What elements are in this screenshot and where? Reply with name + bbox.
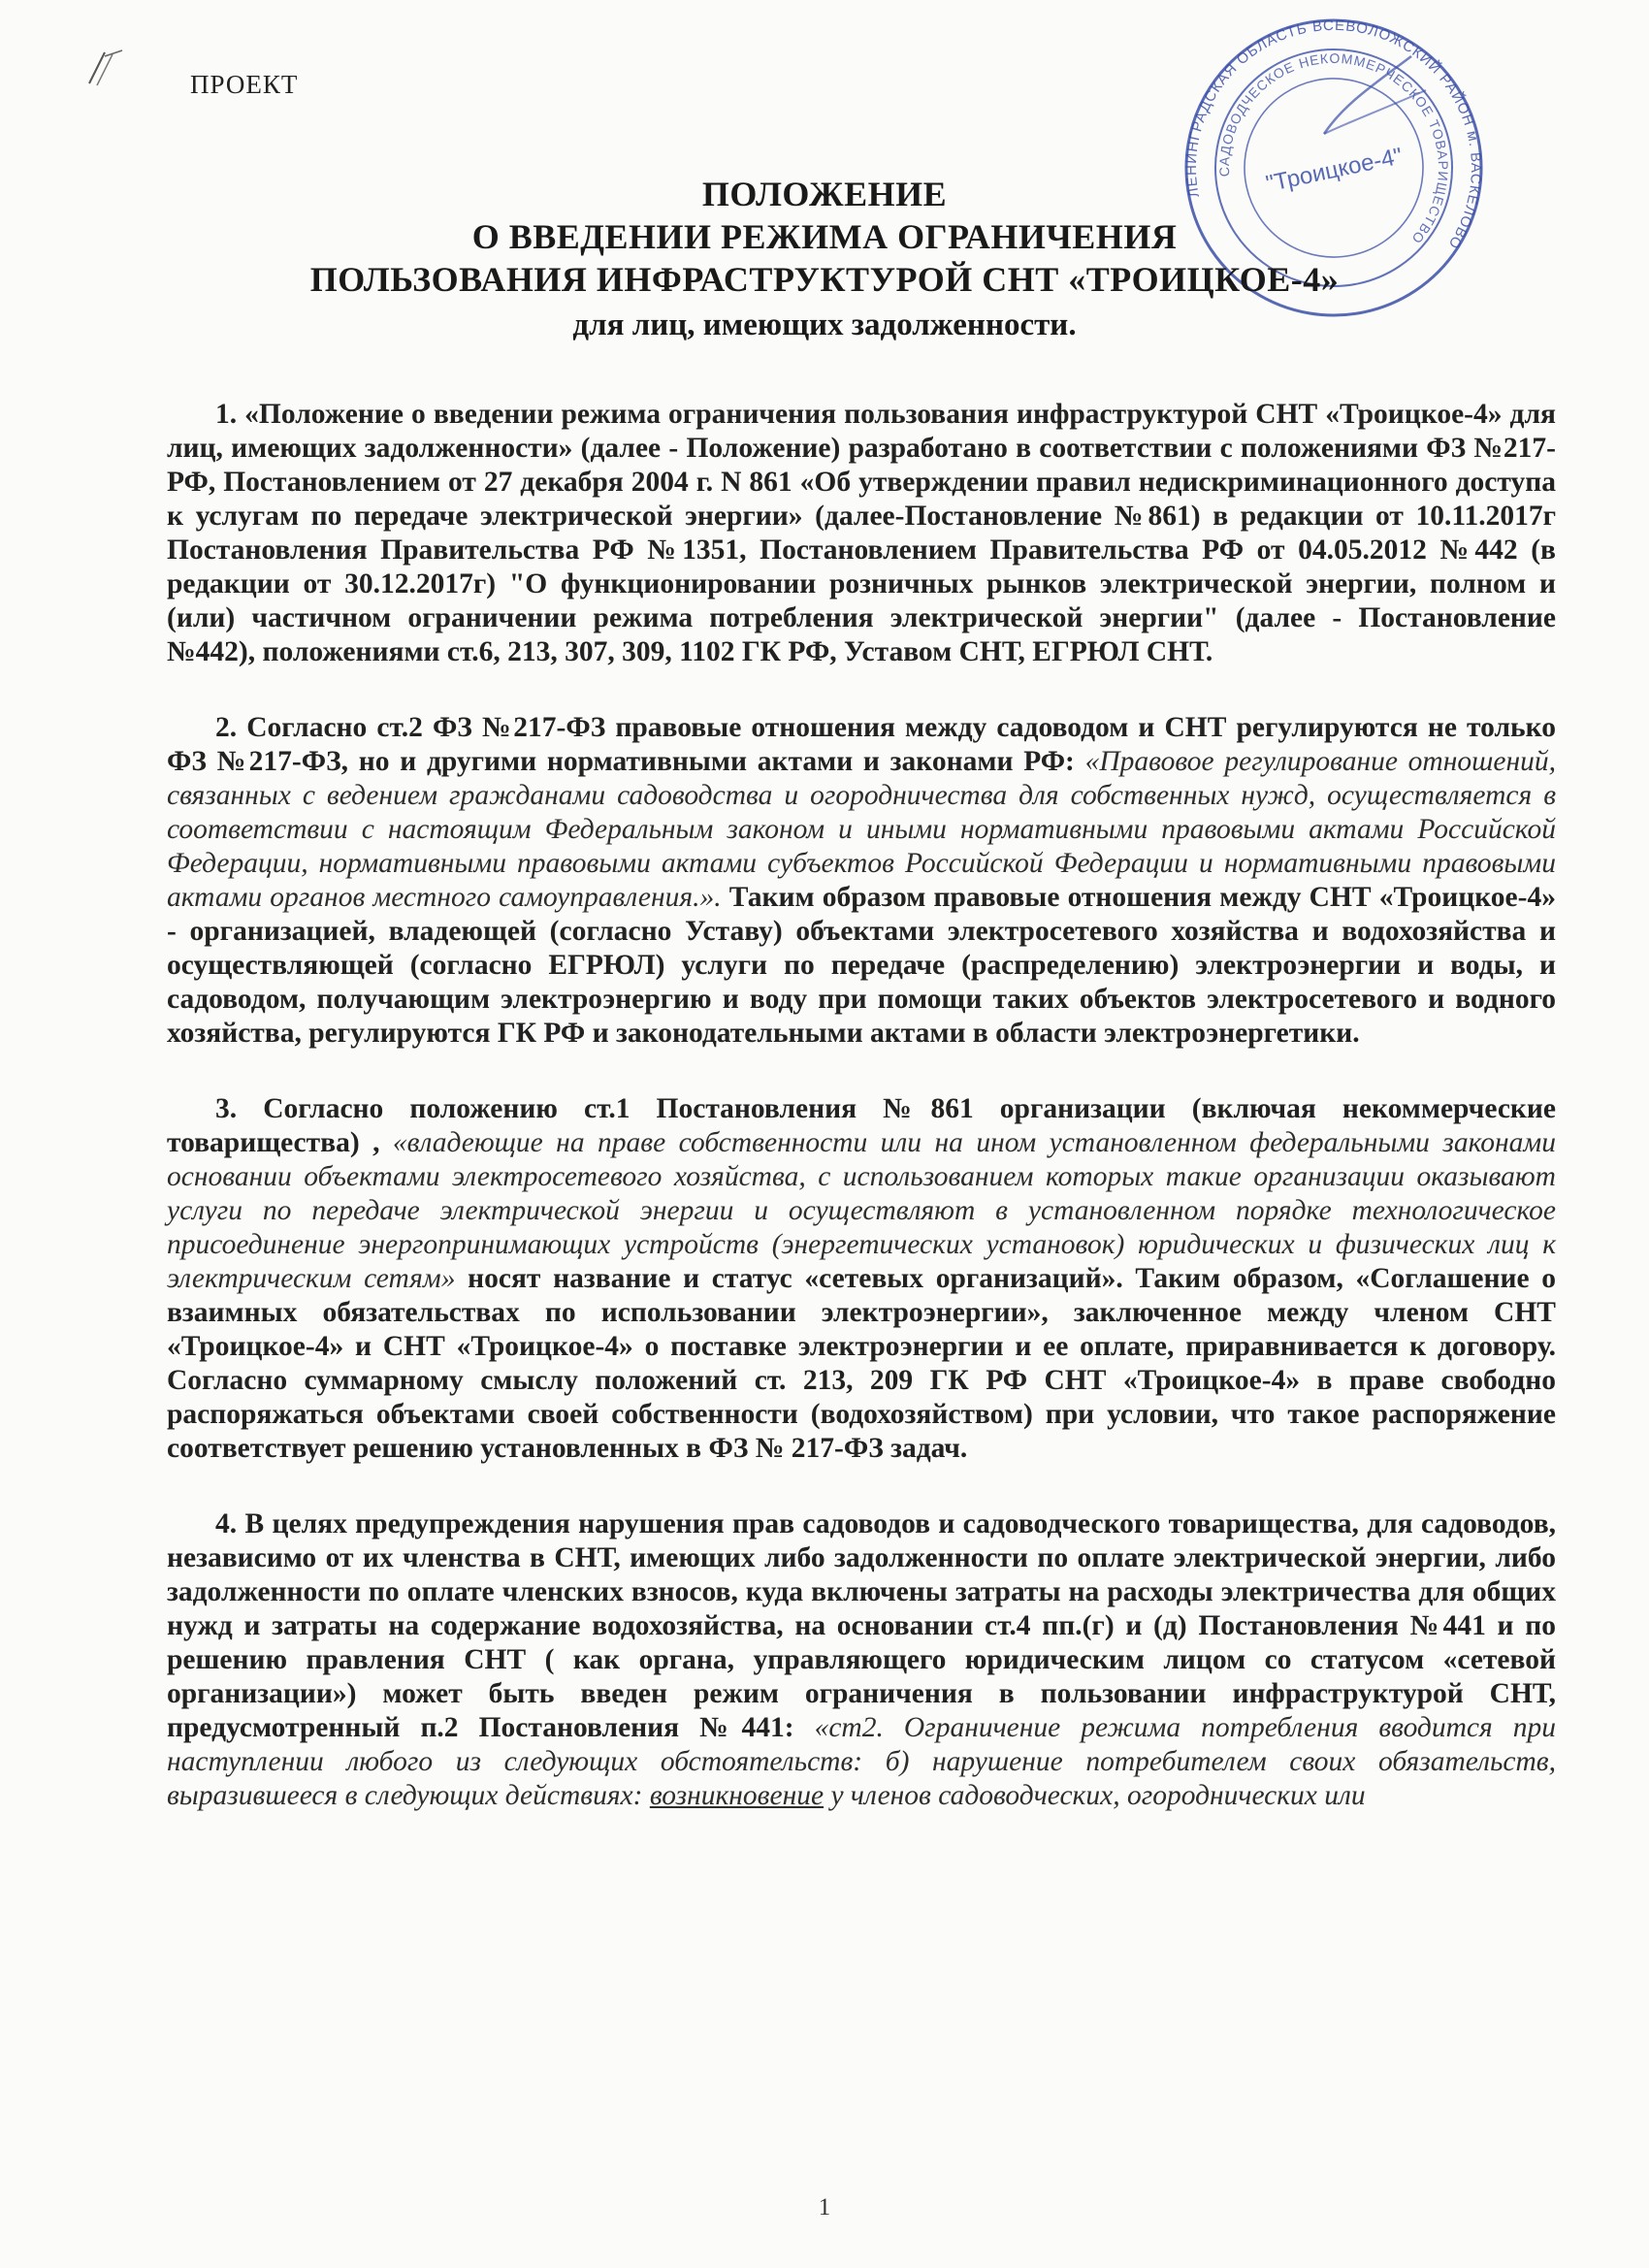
paragraph-2-conclusion: Таким образом правовые отношения между СНТ «Троицкое-4» - организацией, владеющей (согласно Уставу) объектами электросетевого хозяйства и водохозяйства и осуществляющей (согласно ЕГРЮЛ) услуги по передаче (распределению) электроэнергии и воды, и садоводом, получающим электроэнергию и воду при помощи таких объектов электросетевого и водного хозяйства, регулируются ГК РФ и законодательными актами в области электроэнергетики. xyxy=(167,882,1556,1049)
document-body xyxy=(167,398,1556,1813)
draft-label: ПРОЕКТ xyxy=(190,70,299,99)
paragraph-2-quote: «Правовое регулирование отношений, связанных с ведением гражданами садоводства и огородничества для собственных нужд, осуществляется в соответствии с настоящим Федеральным законом и иными нормативными правовыми актами Российской Федерации, нормативными правовыми актами субъектов Российской Федерации и нормативными правовыми актами органов местного самоуправления.». xyxy=(167,746,1556,913)
paragraph-3-lead: 3. Согласно положению ст.1 Постановления №861 организации (включая некоммерческие товарищества) , xyxy=(167,1093,1556,1158)
paragraph-2 xyxy=(167,711,1556,1051)
paragraph-3 xyxy=(167,1092,1556,1466)
page-number: 1 xyxy=(818,2194,831,2220)
title-line-1: ПОЛОЖЕНИЕ xyxy=(701,175,948,213)
title-subtitle: для лиц, имеющих задолженности. xyxy=(572,308,1077,342)
paragraph-4-quote-end: у членов садоводческих, огороднических или xyxy=(824,1780,1366,1811)
document-title xyxy=(194,173,1455,347)
handwritten-page-mark xyxy=(83,47,142,94)
svg-text:ЛЕНИНГРАДСКАЯ ОБЛАСТЬ ВСЕВОЛОЖ: ЛЕНИНГРАДСКАЯ ОБЛАСТЬ ВСЕВОЛОЖСКИЙ РАЙОН м. ВАСКЕЛОВО xyxy=(1182,17,1485,252)
paragraph-4-lead: 4. В целях предупреждения нарушения прав садоводов и садоводческого товарищества, для садоводов, независимо от их членства в СНТ, имеющих либо задолженности по оплате электрической энергии, либо задолженности по оплате членских взносов, куда включены затраты на расходы электричества для общих нужд и затраты на содержание водохозяйства, на основании ст.4 пп.(г) и (д) Постановления №441 и по решению правления СНТ ( как органа, управляющего юридическим лицом со статусом «сетевой организации») может быть введен режим ограничения в пользовании инфраструктурой СНТ, предусмотренный п.2 Постановления №441: xyxy=(167,1508,1556,1743)
title-line-3: ПОЛЬЗОВАНИЯ ИНФРАСТРУКТУРОЙ СНТ «ТРОИЦКОЕ-4» xyxy=(309,260,1340,299)
svg-text:"Троицкое-4": "Троицкое-4" xyxy=(1263,143,1406,198)
paragraph-4-quote: «ст2. Ограничение режима потребления вводится при наступлении любого из следующих обстоятельств: б) нарушение потребителем своих обязательств, выразившееся в следующих действиях: xyxy=(167,1712,1556,1811)
paragraph-1-text: 1. «Положение о введении режима ограничения пользования инфраструктурой СНТ «Троицкое-4» для лиц, имеющих задолженности» (далее - Положение) разработано в соответствии с положениями ФЗ №217-РФ, Постановлением от 27 декабря 2004 г. N 861 «Об утверждении правил недискриминационного доступа к услугам по передаче электрической энергии» (далее-Постановление №861) в редакции от 10.11.2017г Постановления Правительства РФ №1351, Постановлением Правительства РФ от 04.05.2012 №442 (в редакции от 30.12.2017г) "О функционировании розничных рынков электрической энергии, полном и (или) частичном ограничении режима потребления электрической энергии" (далее - Постановление №442), положениями ст.6, 213, 307, 309, 1102 ГК РФ, Уставом СНТ, ЕГРЮЛ СНТ. xyxy=(167,399,1556,667)
paragraph-4 xyxy=(167,1507,1556,1813)
paragraph-3-quote: «владеющие на праве собственности или на ином установленном федеральными законами основании объектами электросетевого хозяйства, с использованием которых такие организации оказывают услуги по передаче электрической энергии и осуществляют в установленном порядке технологическое присоединение энергопринимающих устройств (энергетических установок) юридических и физических лиц к электрическим сетям» xyxy=(167,1127,1556,1294)
title-line-2: О ВВЕДЕНИИ РЕЖИМА ОГРАНИЧЕНИЯ xyxy=(471,217,1178,256)
paragraph-4-underlined-word: возникновение xyxy=(649,1780,824,1811)
paragraph-2-lead: 2. Согласно ст.2 ФЗ №217-ФЗ правовые отношения между садоводом и СНТ регулируются не только ФЗ №217-ФЗ, но и другими нормативными актами и законами РФ: xyxy=(167,712,1556,777)
paragraph-3-conclusion: носят название и статус «сетевых организаций». Таким образом, «Соглашение о взаимных обязательствах по использовании электроэнергии», заключенное между членом СНТ «Троицкое-4» и СНТ «Троицкое-4» о поставке электроэнергии и ее оплате, приравнивается к договору. Согласно суммарному смыслу положений ст. 213, 209 ГК РФ СНТ «Троицкое-4» в праве свободно распоряжаться объектами своей собственности (водохозяйством) при условии, что такое распоряжение соответствует решению установленных в ФЗ № 217-ФЗ задач. xyxy=(167,1263,1556,1464)
svg-text:САДОВОДЧЕСКОЕ НЕКОММЕРЧЕСКОЕ Т: САДОВОДЧЕСКОЕ НЕКОММЕРЧЕСКОЕ ТОВАРИЩЕСТВО xyxy=(1215,49,1452,247)
paragraph-1 xyxy=(167,398,1556,669)
